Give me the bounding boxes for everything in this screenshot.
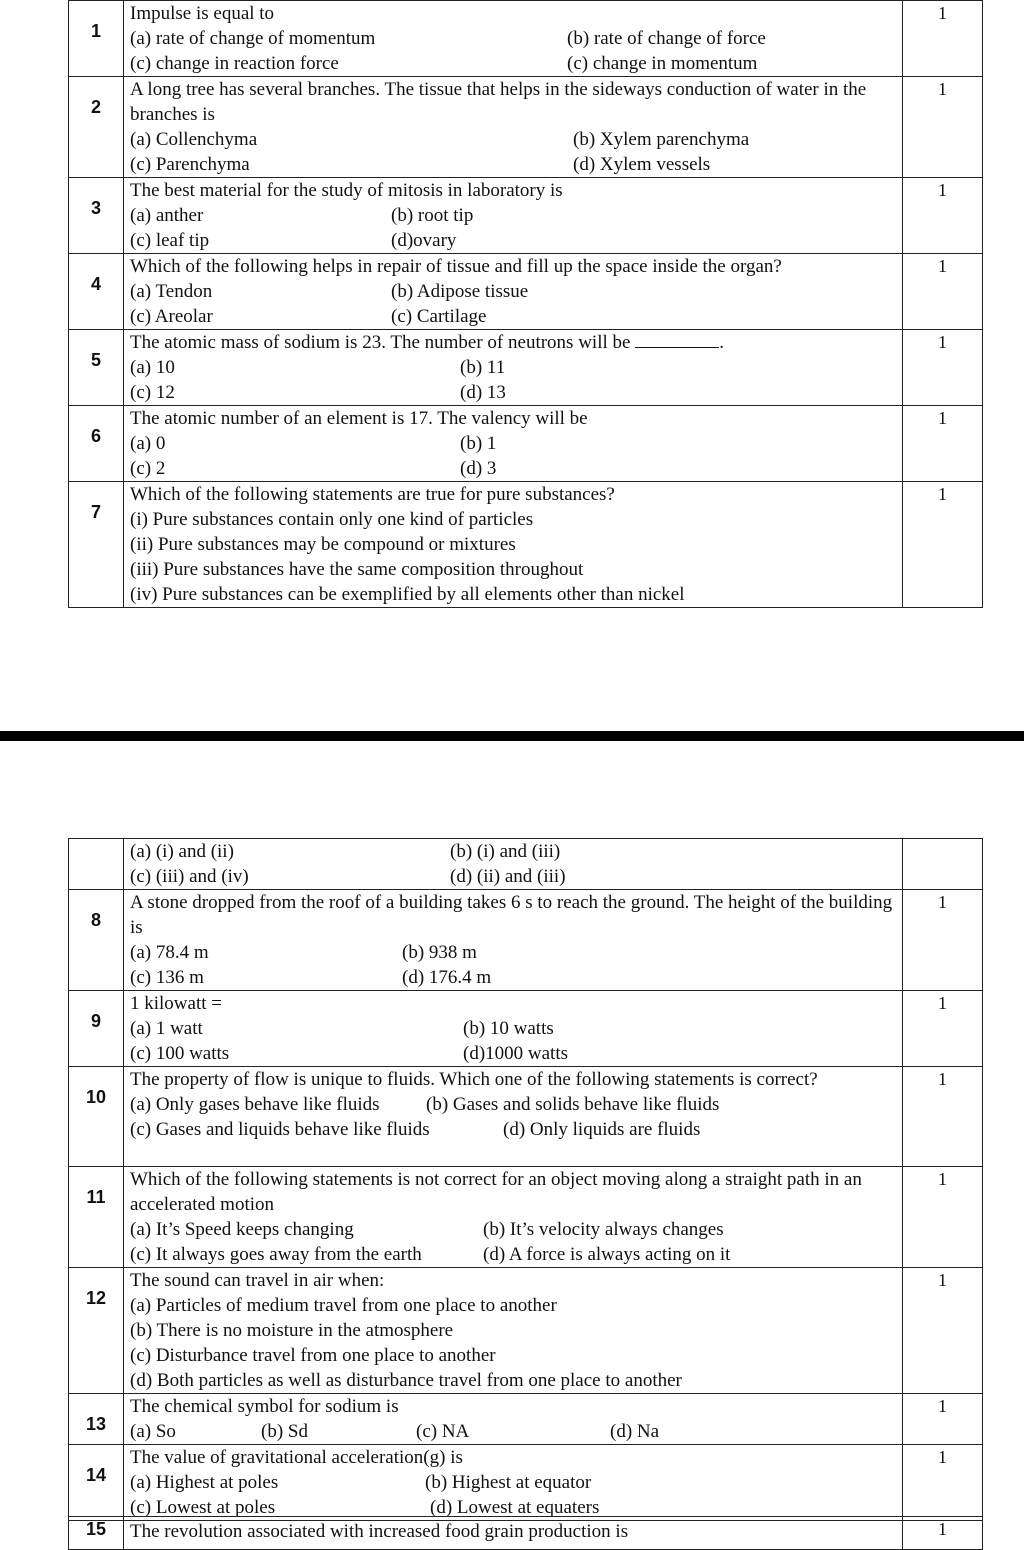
- question-row-7-continued: [69, 839, 983, 890]
- question-number: 10: [69, 1067, 124, 1167]
- statement-iv: (iv) Pure substances can be exemplified by all elements other than nickel: [130, 584, 685, 605]
- question-marks: 1: [903, 890, 983, 991]
- option-d: (d) 13: [460, 382, 506, 403]
- question-number: 12: [69, 1268, 124, 1394]
- option-d: (d) Lowest at equaters: [430, 1497, 600, 1518]
- option-c: (c) 100 watts: [130, 1043, 230, 1064]
- question-stem: 1 kilowatt =: [130, 993, 222, 1014]
- question-row-2: [69, 77, 983, 178]
- option-a: (a) 0: [130, 433, 166, 454]
- question-row-10: [69, 1067, 983, 1167]
- question-row-7: [69, 482, 983, 608]
- option-a: (a) So: [130, 1421, 176, 1442]
- option-c: (c) 12: [130, 382, 175, 403]
- question-number: 13: [69, 1394, 124, 1445]
- option-b: (b) 10 watts: [463, 1018, 554, 1039]
- question-stem: Which of the following helps in repair of tissue and fill up the space inside the organ?: [130, 256, 782, 277]
- option-c: (c) NA: [416, 1421, 470, 1442]
- option-b: (b) 11: [460, 357, 506, 378]
- question-marks: 1: [903, 406, 983, 482]
- question-stem: The property of flow is unique to fluids. Which one of the following statements is correct?: [130, 1069, 818, 1090]
- option-a: (a) Particles of medium travel from one place to another: [130, 1295, 557, 1316]
- option-a: (a) 10: [130, 357, 175, 378]
- question-marks: 1: [903, 1, 983, 77]
- question-cell: [124, 1445, 903, 1521]
- question-marks-empty: [903, 839, 983, 890]
- question-stem: The atomic number of an element is 17. The valency will be: [130, 408, 588, 429]
- question-cell: [124, 1, 903, 77]
- question-marks: 1: [903, 77, 983, 178]
- option-c: (c) leaf tip: [130, 230, 210, 251]
- option-b: (b) (i) and (iii): [450, 841, 561, 862]
- question-row-15-cut: [68, 1516, 971, 1542]
- answer-blank: [635, 331, 719, 348]
- question-row-1: [69, 1, 983, 77]
- option-a: (a) (i) and (ii): [130, 841, 234, 862]
- question-number: 3: [69, 178, 124, 254]
- question-marks: 1: [903, 178, 983, 254]
- question-stem: A stone dropped from the roof of a building takes 6 s to reach the ground. The height of the building is: [130, 892, 893, 938]
- question-row-13: [69, 1394, 983, 1445]
- question-marks: 1: [903, 1067, 983, 1167]
- option-b: (b) 1: [460, 433, 497, 454]
- question-stem: The chemical symbol for sodium is: [130, 1396, 399, 1417]
- question-marks: 1: [903, 1445, 983, 1521]
- question-stem: Which of the following statements is not correct for an object moving along a straight path in an accelerated motion: [130, 1169, 862, 1215]
- question-cell: [124, 1067, 903, 1167]
- option-d: (d) (ii) and (iii): [450, 866, 566, 887]
- option-c: (c) Areolar: [130, 306, 213, 327]
- option-a: (a) Highest at poles: [130, 1472, 279, 1493]
- question-cell: [124, 1167, 903, 1268]
- option-c: (c) Lowest at poles: [130, 1497, 276, 1518]
- option-c: (c) 136 m: [130, 967, 204, 988]
- question-marks: 1: [903, 254, 983, 330]
- option-a: (a) 1 watt: [130, 1018, 203, 1039]
- question-marks: 1: [903, 482, 983, 608]
- question-marks: 1: [903, 1167, 983, 1268]
- page-divider: [0, 731, 1024, 741]
- question-number: 1: [69, 1, 124, 77]
- question-marks: 1: [903, 991, 983, 1067]
- option-d: (d) Only liquids are fluids: [503, 1119, 701, 1140]
- option-d: (c) change in momentum: [567, 53, 758, 74]
- option-d: (c) Cartilage: [391, 306, 487, 327]
- question-cell: [124, 406, 903, 482]
- question-stem: A long tree has several branches. The tissue that helps in the sideways conduction of water in the branches is: [130, 79, 867, 125]
- option-c: (c) Disturbance travel from one place to another: [130, 1345, 496, 1366]
- statement-ii: (ii) Pure substances may be compound or mixtures: [130, 534, 516, 555]
- question-cell: [124, 1394, 903, 1445]
- question-stem: Impulse is equal to: [130, 3, 275, 24]
- option-b: (b) rate of change of force: [567, 28, 766, 49]
- option-a: (a) Tendon: [130, 281, 213, 302]
- question-row-8: [69, 890, 983, 991]
- question-number: 5: [69, 330, 124, 406]
- option-b: (b) Adipose tissue: [391, 281, 529, 302]
- question-table-page1: [68, 0, 971, 608]
- option-a: (a) rate of change of momentum: [130, 28, 376, 49]
- option-d: (d) A force is always acting on it: [483, 1244, 731, 1265]
- question-cell: [124, 839, 903, 890]
- option-d: (d) Xylem vessels: [573, 154, 711, 175]
- option-b: (b) It’s velocity always changes: [483, 1219, 724, 1240]
- question-number: 11: [69, 1167, 124, 1268]
- question-cell: [124, 77, 903, 178]
- question-marks: 1: [903, 1394, 983, 1445]
- option-d: (d)1000 watts: [463, 1043, 569, 1064]
- option-b: (b) Highest at equator: [425, 1472, 592, 1493]
- option-d: (d)ovary: [391, 230, 457, 251]
- option-b: (b) 938 m: [402, 942, 477, 963]
- question-number: 4: [69, 254, 124, 330]
- question-number: 9: [69, 991, 124, 1067]
- option-c: (c) 2: [130, 458, 166, 479]
- option-d: (d) Na: [610, 1421, 660, 1442]
- question-row-9: [69, 991, 983, 1067]
- question-cell: [124, 178, 903, 254]
- option-c: (c) Gases and liquids behave like fluids: [130, 1119, 430, 1140]
- option-a: (a) Collenchyma: [130, 129, 258, 150]
- question-stem: The atomic mass of sodium is 23. The number of neutrons will be .: [130, 332, 724, 353]
- option-b: (b) Xylem parenchyma: [573, 129, 750, 150]
- option-d: (d) 3: [460, 458, 497, 479]
- question-cell: [124, 1268, 903, 1394]
- option-c: (c) Parenchyma: [130, 154, 250, 175]
- question-stem: The value of gravitational acceleration(g) is: [130, 1447, 463, 1468]
- question-stem: The best material for the study of mitosis in laboratory is: [130, 180, 563, 201]
- option-d: (d) 176.4 m: [402, 967, 492, 988]
- question-stem: The revolution associated with increased food grain production is: [124, 1517, 903, 1550]
- question-number: 14: [69, 1445, 124, 1521]
- option-a: (a) Only gases behave like fluids: [130, 1094, 380, 1115]
- question-row-6: [69, 406, 983, 482]
- question-row-12: [69, 1268, 983, 1394]
- question-number: 7: [69, 482, 124, 608]
- question-number: 2: [69, 77, 124, 178]
- option-c: (c) change in reaction force: [130, 53, 339, 74]
- option-a: (a) It’s Speed keeps changing: [130, 1219, 354, 1240]
- question-cell: [124, 890, 903, 991]
- option-d: (d) Both particles as well as disturbance travel from one place to another: [130, 1370, 682, 1391]
- question-number: 6: [69, 406, 124, 482]
- option-b: (b) Gases and solids behave like fluids: [426, 1094, 720, 1115]
- option-b: (b) There is no moisture in the atmosphere: [130, 1320, 454, 1341]
- question-marks: 1: [903, 330, 983, 406]
- question-marks: 1: [903, 1517, 983, 1550]
- option-a: (a) 78.4 m: [130, 942, 209, 963]
- question-table-page2: [68, 838, 971, 1521]
- question-row-5: [69, 330, 983, 406]
- question-cell: [124, 991, 903, 1067]
- statement-iii: (iii) Pure substances have the same composition throughout: [130, 559, 584, 580]
- statement-i: (i) Pure substances contain only one kind of particles: [130, 509, 534, 530]
- question-marks: 1: [903, 1268, 983, 1394]
- question-stem-text: The atomic mass of sodium is 23. The number of neutrons will be: [130, 332, 631, 353]
- question-row-14: [69, 1445, 983, 1521]
- question-stem: The sound can travel in air when:: [130, 1270, 385, 1291]
- option-c: (c) (iii) and (iv): [130, 866, 249, 887]
- question-number: 15: [69, 1517, 124, 1550]
- question-row-15: [69, 1517, 983, 1550]
- option-b: (b) Sd: [261, 1421, 308, 1442]
- question-cell: [124, 482, 903, 608]
- question-cell: [124, 254, 903, 330]
- option-c: (c) It always goes away from the earth: [130, 1244, 422, 1265]
- question-number-empty: [69, 839, 124, 890]
- option-a: (a) anther: [130, 205, 204, 226]
- question-row-11: [69, 1167, 983, 1268]
- question-cell: [124, 330, 903, 406]
- option-b: (b) root tip: [391, 205, 474, 226]
- question-number: 8: [69, 890, 124, 991]
- question-row-4: [69, 254, 983, 330]
- question-stem: Which of the following statements are true for pure substances?: [130, 484, 615, 505]
- question-row-3: [69, 178, 983, 254]
